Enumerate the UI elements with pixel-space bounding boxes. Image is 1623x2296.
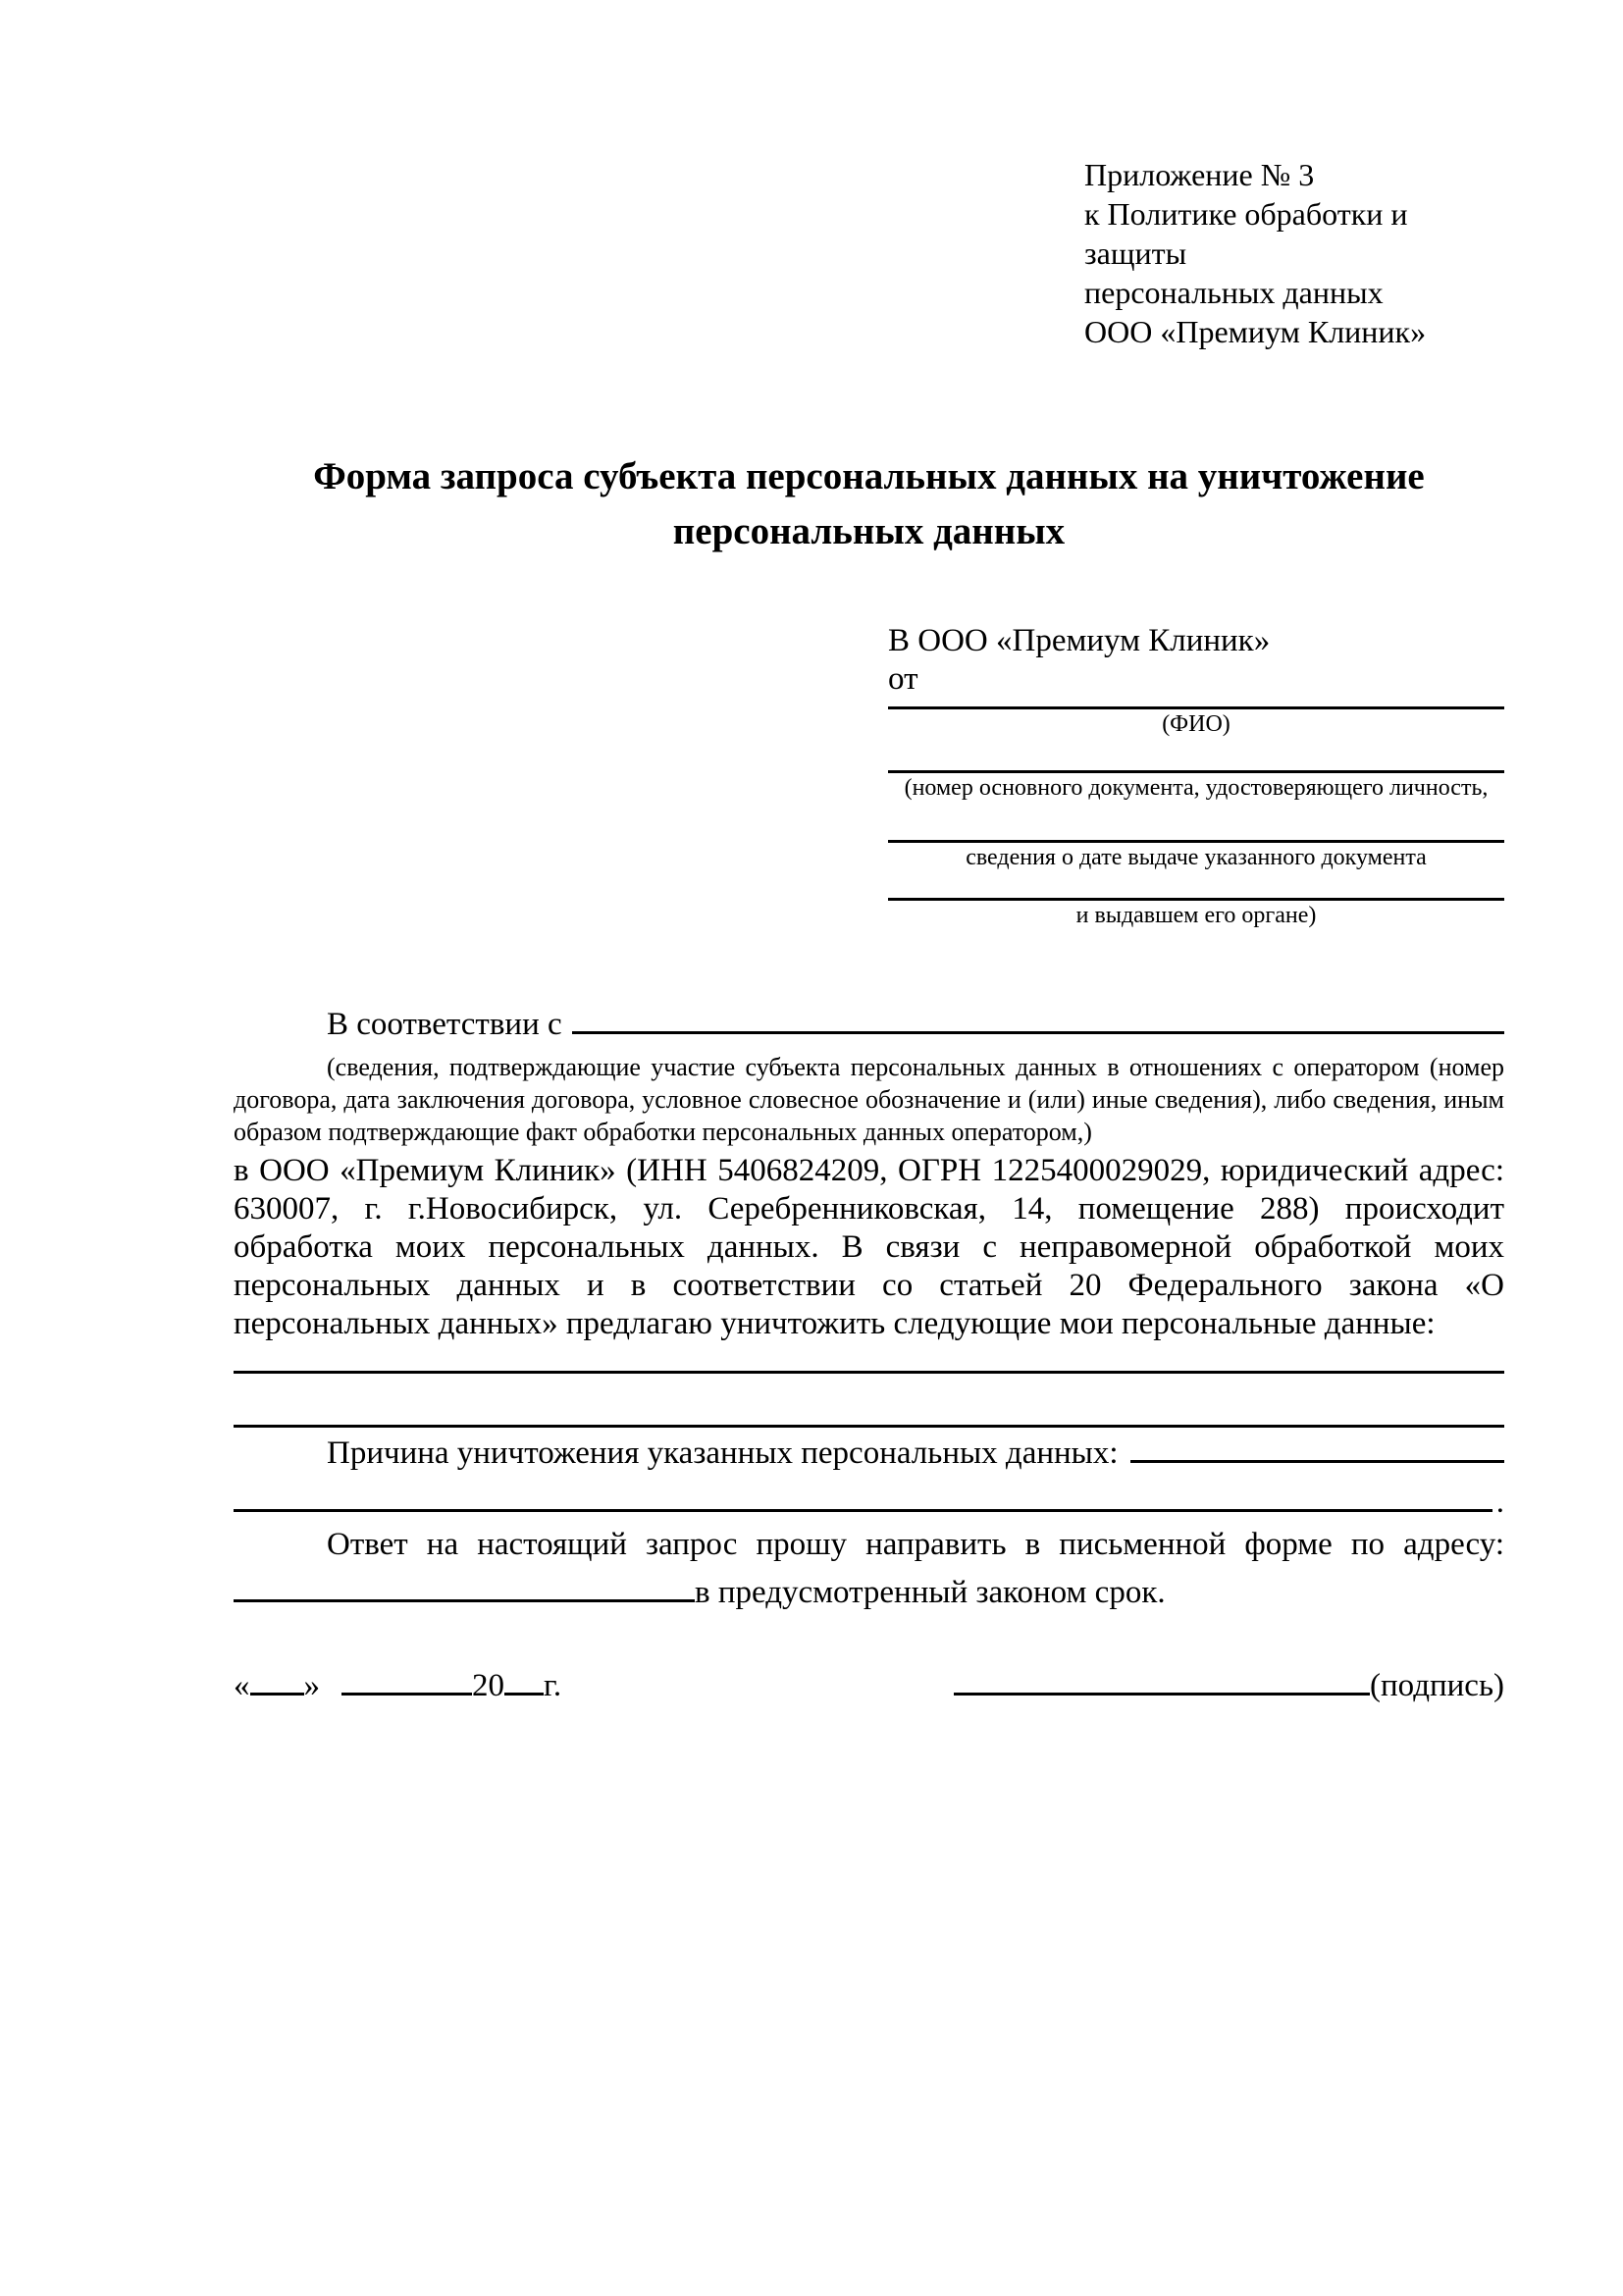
answer-tail: в предусмотренный законом срок.: [695, 1575, 1166, 1610]
reason-row: [234, 1428, 1504, 1477]
month-blank[interactable]: [341, 1660, 472, 1696]
reason-line-terminator: .: [1495, 1485, 1504, 1520]
document-number-caption: (номер основного документа, удостоверяющего личность,: [904, 775, 1489, 801]
date-close-quote: »: [303, 1668, 320, 1703]
appendix-header-line: Приложение № 3: [1084, 157, 1315, 192]
document-issue-date-blank[interactable]: [888, 803, 1504, 843]
document-number-blank[interactable]: [888, 739, 1504, 773]
accordance-row: [234, 999, 1504, 1045]
personal-data-fill-line[interactable]: [234, 1343, 1504, 1374]
addressee-to: В ООО «Премиум Клиник»: [888, 623, 1271, 658]
date-field: [234, 1660, 561, 1707]
answer-lead: Ответ на настоящий запрос прошу направить в письменной форме по адресу:: [327, 1527, 1504, 1562]
document-issue-date-caption: сведения о дате выдаче указанного документа: [966, 845, 1427, 870]
appendix-header: [1084, 155, 1504, 351]
accordance-note: (сведения, подтверждающие участие субъекта персональных данных в отношениях с оператором (номер договора, дата заключения договора, условное словесное обозначение и (или) иные сведения), либо сведения, иным образом подтверждающие факт обработки персональных данных оператором,): [234, 1053, 1504, 1146]
signature-row: [234, 1660, 1504, 1707]
addressee-block: [888, 620, 1504, 930]
answer-row: [234, 1567, 1504, 1615]
appendix-header-line: персональных данных: [1084, 275, 1384, 310]
fio-caption: (ФИО): [1162, 711, 1230, 737]
accordance-blank[interactable]: [572, 999, 1504, 1034]
fio-blank[interactable]: [888, 697, 1504, 709]
appendix-header-line: к Политике обработки и защиты: [1084, 196, 1408, 271]
main-paragraph: в ООО «Премиум Клиник» (ИНН 5406824209, ОГРН 1225400029029, юридический адрес: 630007, г. г.Новосибирск, ул. Серебренниковская, 14, помещение 288) происходит обработка моих персональных данных. В связи с неправомерной обработкой моих персональных данных и в соответствии со статьей 20 Федерального закона «О персональных данных» предлагаю уничтожить следующие мои персональные данные:: [234, 1153, 1504, 1341]
issuing-authority-blank[interactable]: [888, 872, 1504, 901]
appendix-header-line: ООО «Премиум Клиник»: [1084, 314, 1427, 349]
reason-blank[interactable]: [1130, 1428, 1504, 1463]
signature-blank[interactable]: [954, 1660, 1370, 1696]
year-blank[interactable]: [504, 1660, 544, 1696]
reason-fill-row: [234, 1477, 1504, 1522]
signature-field: [954, 1660, 1504, 1707]
date-year-suffix: г.: [544, 1668, 562, 1703]
date-open-quote: «: [234, 1668, 250, 1703]
day-blank[interactable]: [250, 1660, 304, 1696]
accordance-lead: В соответствии с: [327, 1007, 562, 1042]
reason-fill-line[interactable]: [234, 1477, 1492, 1512]
date-century: 20: [472, 1668, 504, 1703]
document-title: Форма запроса субъекта персональных данных на уничтожение персональных данных: [313, 455, 1425, 552]
reason-label: Причина уничтожения указанных персональных данных:: [327, 1435, 1119, 1471]
personal-data-fill-line[interactable]: [234, 1374, 1504, 1428]
address-blank[interactable]: [234, 1567, 695, 1602]
issuing-authority-caption: и выдавшем его органе): [1075, 903, 1317, 928]
addressee-from: от: [888, 661, 918, 697]
signature-caption: (подпись): [1370, 1668, 1504, 1703]
